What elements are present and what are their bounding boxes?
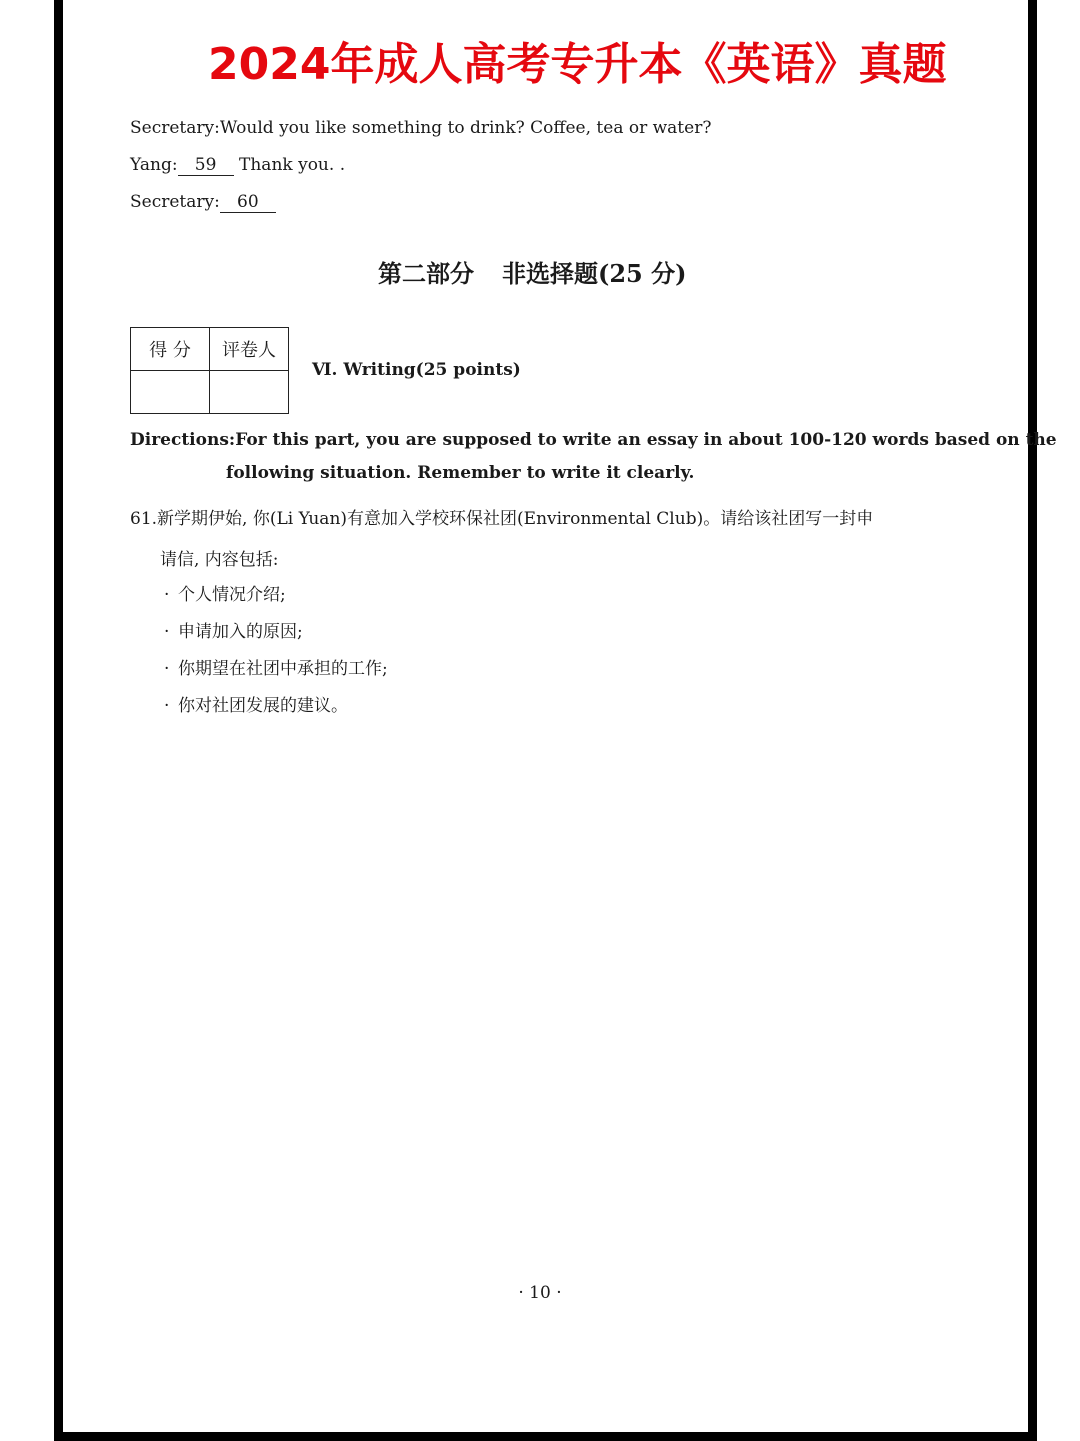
list-item-text: 你期望在社团中承担的工作;	[178, 659, 388, 679]
section-heading	[378, 254, 686, 289]
dialogue-text: Would you like something to drink? Coffee, tea or water?	[219, 118, 712, 138]
list-item	[164, 658, 960, 695]
dialogue-text: Thank you. .	[239, 155, 346, 175]
directions	[130, 430, 1057, 483]
question-line-2: 请信, 内容包括:	[160, 550, 279, 570]
writing-heading: Ⅵ. Writing(25 points)	[312, 360, 521, 380]
bullet-dot-icon: ·	[164, 622, 170, 642]
dialogue-line-3	[130, 192, 276, 213]
page-number: · 10 ·	[518, 1283, 562, 1303]
directions-line-2: following situation. Remember to write it clearly.	[226, 463, 695, 483]
directions-label: Directions:	[130, 430, 236, 450]
question-number: 61.	[130, 509, 158, 529]
speaker-secretary: Secretary:	[130, 192, 220, 212]
requirement-list	[130, 584, 960, 732]
exam-banner-title: 2024年成人高考专升本《英语》真题	[208, 39, 947, 90]
section-title: 非选择题(25 分)	[502, 259, 687, 288]
speaker-secretary: Secretary:	[130, 118, 220, 138]
score-header: 得 分	[131, 328, 210, 371]
list-item	[164, 695, 960, 732]
dialogue-line-1	[130, 118, 711, 138]
bullet-dot-icon: ·	[164, 659, 170, 679]
score-table	[130, 327, 289, 414]
dialogue-line-2	[130, 155, 345, 176]
list-item	[164, 584, 960, 621]
bullet-dot-icon: ·	[164, 585, 170, 605]
grader-cell	[210, 371, 289, 414]
list-item-text: 个人情况介绍;	[178, 585, 286, 605]
section-part: 第二部分	[378, 259, 474, 288]
question-text-1: 新学期伊始, 你(Li Yuan)有意加入学校环保社团(Environmental Club)。请给该社团写一封申	[157, 509, 874, 529]
score-cell	[131, 371, 210, 414]
grader-header: 评卷人	[210, 328, 289, 371]
question-61	[130, 504, 960, 732]
list-item	[164, 621, 960, 658]
speaker-yang: Yang:	[130, 155, 178, 175]
answer-blank-60: 60	[220, 192, 276, 213]
question-line-1	[130, 504, 960, 529]
directions-line-1: For this part, you are supposed to write an essay in about 100-120 words based on the	[235, 430, 1057, 450]
list-item-text: 申请加入的原因;	[178, 622, 303, 642]
list-item-text: 你对社团发展的建议。	[178, 696, 348, 716]
bullet-dot-icon: ·	[164, 696, 170, 716]
answer-blank-59: 59	[178, 155, 234, 176]
